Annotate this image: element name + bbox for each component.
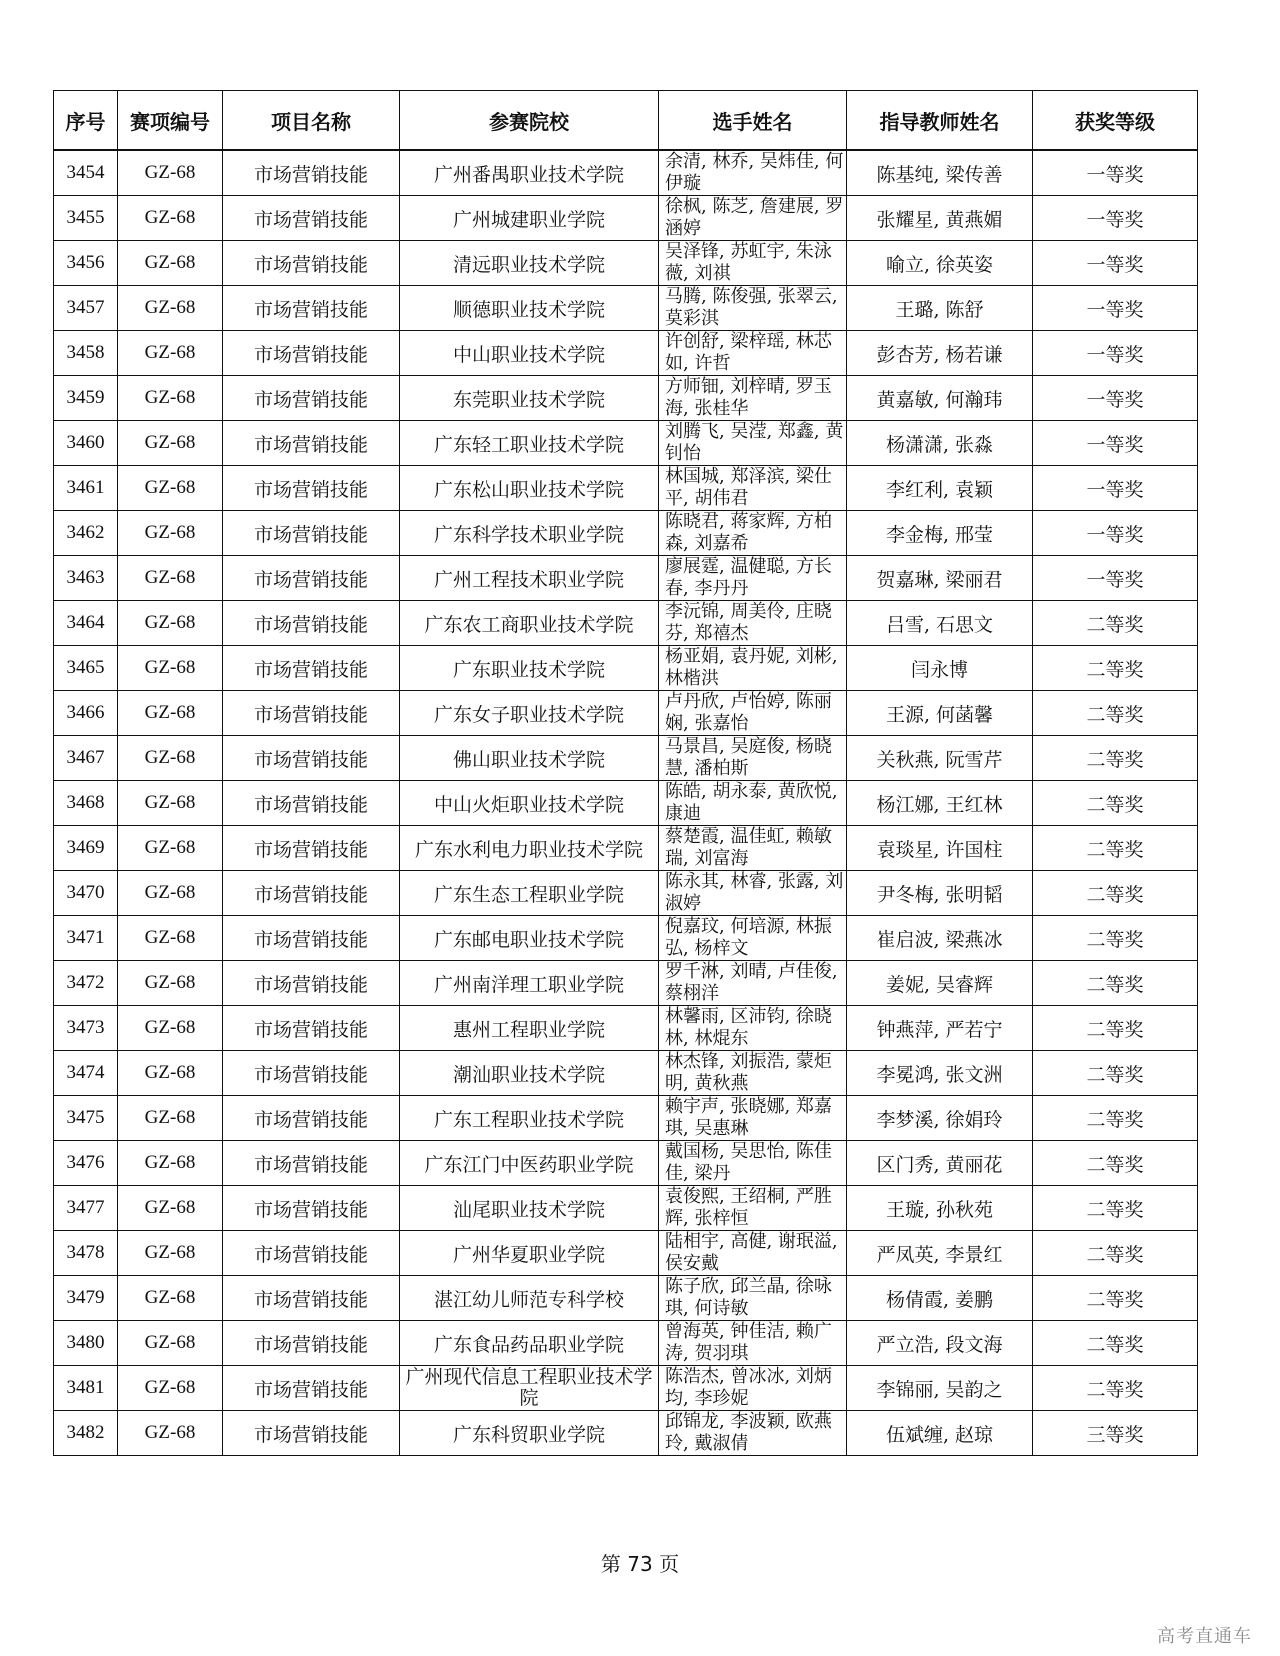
cell-school: 广东轻工职业技术学院 — [400, 421, 659, 466]
cell-award: 一等奖 — [1033, 421, 1198, 466]
cell-event-code: GZ-68 — [118, 241, 223, 286]
cell-serial-no: 3476 — [54, 1141, 118, 1186]
cell-students — [659, 1141, 847, 1186]
cell-event-code: GZ-68 — [118, 376, 223, 421]
cell-teachers: 吕雪, 石思文 — [847, 601, 1033, 646]
table-row — [54, 376, 1198, 421]
students-text: 罗千淋, 刘晴, 卢佳俊, 蔡栩洋 — [665, 961, 838, 1004]
cell-award: 二等奖 — [1033, 1366, 1198, 1411]
cell-students — [659, 1096, 847, 1141]
students-text: 林馨雨, 区沛钧, 徐晓林, 林焜东 — [665, 1006, 832, 1049]
cell-event-name: 市场营销技能 — [223, 1186, 400, 1231]
cell-event-name: 市场营销技能 — [223, 331, 400, 376]
table-row — [54, 1231, 1198, 1276]
table-row — [54, 601, 1198, 646]
cell-event-code: GZ-68 — [118, 826, 223, 871]
header-school: 参赛院校 — [400, 91, 659, 151]
cell-school: 广东食品药品职业学院 — [400, 1321, 659, 1366]
header-students: 选手姓名 — [659, 91, 847, 151]
cell-award: 二等奖 — [1033, 1006, 1198, 1051]
table-row — [54, 1276, 1198, 1321]
cell-school: 清远职业技术学院 — [400, 241, 659, 286]
students-text: 余清, 林乔, 吴炜佳, 何伊璇 — [665, 151, 844, 194]
header-event-name: 项目名称 — [223, 91, 400, 151]
students-text: 卢丹欣, 卢怡婷, 陈丽娴, 张嘉怡 — [665, 691, 832, 734]
students-text: 陈晓君, 蒋家辉, 方柏森, 刘嘉希 — [665, 511, 832, 554]
cell-award: 一等奖 — [1033, 556, 1198, 601]
students-text: 袁俊熙, 王绍桐, 严胜辉, 张梓恒 — [665, 1186, 832, 1229]
cell-students — [659, 1006, 847, 1051]
cell-event-name: 市场营销技能 — [223, 241, 400, 286]
cell-event-code: GZ-68 — [118, 1186, 223, 1231]
cell-event-code: GZ-68 — [118, 196, 223, 241]
students-text: 曾海英, 钟佳洁, 赖广涛, 贺羽琪 — [665, 1321, 832, 1364]
cell-school: 顺德职业技术学院 — [400, 286, 659, 331]
cell-award: 一等奖 — [1033, 376, 1198, 421]
cell-students — [659, 150, 847, 196]
cell-event-name: 市场营销技能 — [223, 150, 400, 196]
cell-students — [659, 421, 847, 466]
table-row — [54, 1141, 1198, 1186]
cell-event-name: 市场营销技能 — [223, 1051, 400, 1096]
table-header-row — [54, 91, 1198, 151]
cell-school: 惠州工程职业学院 — [400, 1006, 659, 1051]
students-text: 廖展霆, 温健聪, 方长春, 李丹丹 — [665, 556, 832, 599]
table-row — [54, 1186, 1198, 1231]
cell-award: 一等奖 — [1033, 241, 1198, 286]
cell-serial-no: 3460 — [54, 421, 118, 466]
cell-students — [659, 871, 847, 916]
students-text: 刘腾飞, 吴滢, 郑鑫, 黄钊怡 — [665, 421, 844, 464]
cell-students — [659, 331, 847, 376]
cell-school: 广东生态工程职业学院 — [400, 871, 659, 916]
cell-teachers: 区门秀, 黄丽花 — [847, 1141, 1033, 1186]
cell-students — [659, 241, 847, 286]
cell-teachers: 姜妮, 吴睿辉 — [847, 961, 1033, 1006]
cell-serial-no: 3479 — [54, 1276, 118, 1321]
cell-event-code: GZ-68 — [118, 556, 223, 601]
cell-serial-no: 3480 — [54, 1321, 118, 1366]
table-row — [54, 286, 1198, 331]
cell-teachers: 杨江娜, 王红林 — [847, 781, 1033, 826]
cell-serial-no: 3462 — [54, 511, 118, 556]
cell-students — [659, 1231, 847, 1276]
cell-students — [659, 466, 847, 511]
cell-serial-no: 3472 — [54, 961, 118, 1006]
cell-event-code: GZ-68 — [118, 1231, 223, 1276]
students-text: 陈皓, 胡永泰, 黄欣悦, 康迪 — [665, 781, 838, 824]
table-row — [54, 961, 1198, 1006]
cell-award: 一等奖 — [1033, 150, 1198, 196]
cell-event-code: GZ-68 — [118, 871, 223, 916]
cell-serial-no: 3456 — [54, 241, 118, 286]
cell-school: 广东邮电职业技术学院 — [400, 916, 659, 961]
cell-students — [659, 601, 847, 646]
cell-school: 广东科学技术职业学院 — [400, 511, 659, 556]
school-text: 广州现代信息工程职业技术学院 — [405, 1367, 653, 1409]
cell-school: 广东农工商职业技术学院 — [400, 601, 659, 646]
cell-school: 潮汕职业技术学院 — [400, 1051, 659, 1096]
cell-students — [659, 826, 847, 871]
cell-event-name: 市场营销技能 — [223, 511, 400, 556]
page-number: 第 73 页 — [600, 1552, 680, 1576]
cell-event-name: 市场营销技能 — [223, 1006, 400, 1051]
cell-award: 二等奖 — [1033, 871, 1198, 916]
cell-event-name: 市场营销技能 — [223, 466, 400, 511]
cell-teachers: 李锦丽, 吴韵之 — [847, 1366, 1033, 1411]
cell-teachers: 钟燕萍, 严若宁 — [847, 1006, 1033, 1051]
cell-students — [659, 556, 847, 601]
cell-event-code: GZ-68 — [118, 961, 223, 1006]
cell-event-code: GZ-68 — [118, 1006, 223, 1051]
cell-teachers: 彭杏芳, 杨若谦 — [847, 331, 1033, 376]
table-body — [54, 150, 1198, 1456]
cell-award: 二等奖 — [1033, 781, 1198, 826]
award-table — [53, 90, 1198, 1456]
cell-event-code: GZ-68 — [118, 646, 223, 691]
cell-event-code: GZ-68 — [118, 781, 223, 826]
header-award: 获奖等级 — [1033, 91, 1198, 151]
cell-serial-no: 3458 — [54, 331, 118, 376]
students-text: 吴泽锋, 苏虹宇, 朱泳薇, 刘祺 — [665, 241, 832, 284]
table-row — [54, 556, 1198, 601]
cell-students — [659, 1186, 847, 1231]
cell-award: 二等奖 — [1033, 916, 1198, 961]
table-row — [54, 826, 1198, 871]
cell-school: 广州番禺职业技术学院 — [400, 150, 659, 196]
table-row — [54, 421, 1198, 466]
table-row — [54, 1411, 1198, 1456]
cell-event-code: GZ-68 — [118, 421, 223, 466]
students-text: 林杰锋, 刘振浩, 蒙炬明, 黄秋燕 — [665, 1051, 832, 1094]
cell-serial-no: 3468 — [54, 781, 118, 826]
students-text: 方师钿, 刘梓晴, 罗玉海, 张桂华 — [665, 376, 832, 419]
header-teachers: 指导教师姓名 — [847, 91, 1033, 151]
students-text: 林国城, 郑泽滨, 梁仕平, 胡伟君 — [665, 466, 832, 509]
cell-event-code: GZ-68 — [118, 1321, 223, 1366]
cell-teachers: 杨倩霞, 姜鹏 — [847, 1276, 1033, 1321]
cell-event-code: GZ-68 — [118, 1366, 223, 1411]
cell-award: 一等奖 — [1033, 196, 1198, 241]
cell-serial-no: 3461 — [54, 466, 118, 511]
cell-teachers: 尹冬梅, 张明韬 — [847, 871, 1033, 916]
cell-teachers: 严立浩, 段文海 — [847, 1321, 1033, 1366]
cell-event-code: GZ-68 — [118, 1096, 223, 1141]
table-row — [54, 1006, 1198, 1051]
cell-teachers: 李红利, 袁颖 — [847, 466, 1033, 511]
table-row — [54, 196, 1198, 241]
table-row — [54, 1051, 1198, 1096]
cell-school: 中山火炬职业技术学院 — [400, 781, 659, 826]
cell-students — [659, 691, 847, 736]
students-text: 陈浩杰, 曾冰冰, 刘炳均, 李珍妮 — [665, 1366, 832, 1409]
cell-event-name: 市场营销技能 — [223, 781, 400, 826]
cell-serial-no: 3455 — [54, 196, 118, 241]
students-text: 许创舒, 梁梓瑶, 林芯如, 许哲 — [665, 331, 832, 374]
cell-school — [400, 1366, 659, 1411]
cell-event-code: GZ-68 — [118, 691, 223, 736]
table-row — [54, 1321, 1198, 1366]
cell-students — [659, 781, 847, 826]
cell-students — [659, 1321, 847, 1366]
watermark: 高考直通车 — [1157, 1626, 1252, 1647]
cell-teachers: 黄嘉敏, 何瀚玮 — [847, 376, 1033, 421]
header-event-code: 赛项编号 — [118, 91, 223, 151]
cell-teachers: 王璐, 陈舒 — [847, 286, 1033, 331]
cell-students — [659, 1366, 847, 1411]
cell-serial-no: 3471 — [54, 916, 118, 961]
students-text: 蔡楚霞, 温佳虹, 赖敏瑞, 刘富海 — [665, 826, 832, 869]
students-text: 徐枫, 陈芝, 詹建展, 罗涵婷 — [665, 196, 844, 239]
cell-school: 广州华夏职业学院 — [400, 1231, 659, 1276]
cell-students — [659, 646, 847, 691]
cell-event-name: 市场营销技能 — [223, 1276, 400, 1321]
cell-school: 湛江幼儿师范专科学校 — [400, 1276, 659, 1321]
cell-students — [659, 196, 847, 241]
cell-serial-no: 3473 — [54, 1006, 118, 1051]
cell-teachers: 严凤英, 李景红 — [847, 1231, 1033, 1276]
cell-event-name: 市场营销技能 — [223, 871, 400, 916]
cell-event-name: 市场营销技能 — [223, 961, 400, 1006]
cell-event-name: 市场营销技能 — [223, 1366, 400, 1411]
table-row — [54, 646, 1198, 691]
cell-teachers: 王源, 何菡馨 — [847, 691, 1033, 736]
cell-students — [659, 1276, 847, 1321]
cell-award: 二等奖 — [1033, 736, 1198, 781]
cell-serial-no: 3464 — [54, 601, 118, 646]
cell-award: 一等奖 — [1033, 331, 1198, 376]
header-serial-no: 序号 — [54, 91, 118, 151]
cell-school: 广东松山职业技术学院 — [400, 466, 659, 511]
cell-event-name: 市场营销技能 — [223, 601, 400, 646]
table-row — [54, 916, 1198, 961]
cell-students — [659, 961, 847, 1006]
cell-award: 三等奖 — [1033, 1411, 1198, 1456]
cell-teachers: 关秋燕, 阮雪芹 — [847, 736, 1033, 781]
cell-serial-no: 3457 — [54, 286, 118, 331]
cell-award: 二等奖 — [1033, 826, 1198, 871]
table-row — [54, 736, 1198, 781]
cell-teachers: 李金梅, 邢莹 — [847, 511, 1033, 556]
cell-event-name: 市场营销技能 — [223, 1321, 400, 1366]
table-row — [54, 871, 1198, 916]
cell-event-name: 市场营销技能 — [223, 421, 400, 466]
cell-event-name: 市场营销技能 — [223, 196, 400, 241]
cell-school: 广东江门中医药职业学院 — [400, 1141, 659, 1186]
cell-teachers: 崔启波, 梁燕冰 — [847, 916, 1033, 961]
cell-event-code: GZ-68 — [118, 331, 223, 376]
cell-serial-no: 3463 — [54, 556, 118, 601]
cell-award: 一等奖 — [1033, 466, 1198, 511]
cell-award: 二等奖 — [1033, 1231, 1198, 1276]
cell-event-code: GZ-68 — [118, 511, 223, 556]
cell-event-name: 市场营销技能 — [223, 556, 400, 601]
cell-event-code: GZ-68 — [118, 1051, 223, 1096]
cell-event-code: GZ-68 — [118, 1141, 223, 1186]
cell-serial-no: 3459 — [54, 376, 118, 421]
table-row — [54, 241, 1198, 286]
cell-teachers: 闫永博 — [847, 646, 1033, 691]
students-text: 倪嘉玟, 何培源, 林振弘, 杨梓文 — [665, 916, 832, 959]
cell-award: 一等奖 — [1033, 286, 1198, 331]
cell-teachers: 伍斌缠, 赵琼 — [847, 1411, 1033, 1456]
cell-teachers: 贺嘉琳, 梁丽君 — [847, 556, 1033, 601]
cell-award: 二等奖 — [1033, 1141, 1198, 1186]
cell-teachers: 袁琰星, 许国柱 — [847, 826, 1033, 871]
cell-event-code: GZ-68 — [118, 1276, 223, 1321]
cell-award: 二等奖 — [1033, 1276, 1198, 1321]
cell-award: 一等奖 — [1033, 511, 1198, 556]
cell-school: 广东女子职业技术学院 — [400, 691, 659, 736]
cell-event-name: 市场营销技能 — [223, 646, 400, 691]
cell-serial-no: 3466 — [54, 691, 118, 736]
cell-award: 二等奖 — [1033, 1051, 1198, 1096]
students-text: 马景昌, 吴庭俊, 杨晓慧, 潘柏斯 — [665, 736, 832, 779]
cell-event-code: GZ-68 — [118, 736, 223, 781]
cell-event-code: GZ-68 — [118, 150, 223, 196]
cell-teachers: 王璇, 孙秋苑 — [847, 1186, 1033, 1231]
cell-serial-no: 3469 — [54, 826, 118, 871]
table-row — [54, 691, 1198, 736]
cell-award: 二等奖 — [1033, 1321, 1198, 1366]
cell-students — [659, 376, 847, 421]
cell-award: 二等奖 — [1033, 1096, 1198, 1141]
cell-school: 广东科贸职业学院 — [400, 1411, 659, 1456]
cell-students — [659, 1411, 847, 1456]
cell-event-code: GZ-68 — [118, 466, 223, 511]
cell-serial-no: 3465 — [54, 646, 118, 691]
cell-event-name: 市场营销技能 — [223, 736, 400, 781]
cell-school: 广州工程技术职业学院 — [400, 556, 659, 601]
cell-serial-no: 3481 — [54, 1366, 118, 1411]
cell-award: 二等奖 — [1033, 961, 1198, 1006]
cell-event-name: 市场营销技能 — [223, 1231, 400, 1276]
table-row — [54, 150, 1198, 196]
cell-event-name: 市场营销技能 — [223, 691, 400, 736]
cell-teachers: 陈基纯, 梁传善 — [847, 150, 1033, 196]
table-row — [54, 331, 1198, 376]
cell-school: 佛山职业技术学院 — [400, 736, 659, 781]
cell-teachers: 张耀星, 黄燕媚 — [847, 196, 1033, 241]
cell-serial-no: 3467 — [54, 736, 118, 781]
cell-students — [659, 916, 847, 961]
students-text: 陆相宇, 高健, 谢珉溢, 侯安戴 — [665, 1231, 838, 1274]
table-row — [54, 1096, 1198, 1141]
students-text: 陈永其, 林睿, 张露, 刘淑婷 — [665, 871, 844, 914]
cell-school: 广东工程职业技术学院 — [400, 1096, 659, 1141]
cell-teachers: 李梦溪, 徐娟玲 — [847, 1096, 1033, 1141]
students-text: 赖宇声, 张晓娜, 郑嘉琪, 吴惠琳 — [665, 1096, 832, 1139]
students-text: 邱锦龙, 李波颖, 欧燕玲, 戴淑倩 — [665, 1411, 832, 1454]
students-text: 陈子欣, 邱兰晶, 徐咏琪, 何诗敏 — [665, 1276, 832, 1319]
cell-award: 二等奖 — [1033, 601, 1198, 646]
cell-event-name: 市场营销技能 — [223, 376, 400, 421]
cell-school: 东莞职业技术学院 — [400, 376, 659, 421]
cell-school: 广东水利电力职业技术学院 — [400, 826, 659, 871]
cell-event-name: 市场营销技能 — [223, 1411, 400, 1456]
cell-award: 二等奖 — [1033, 1186, 1198, 1231]
cell-serial-no: 3477 — [54, 1186, 118, 1231]
cell-event-name: 市场营销技能 — [223, 286, 400, 331]
cell-teachers: 杨潇潇, 张淼 — [847, 421, 1033, 466]
table-row — [54, 781, 1198, 826]
cell-students — [659, 286, 847, 331]
cell-serial-no: 3482 — [54, 1411, 118, 1456]
cell-students — [659, 736, 847, 781]
cell-school: 广州城建职业学院 — [400, 196, 659, 241]
table-row — [54, 511, 1198, 556]
cell-serial-no: 3474 — [54, 1051, 118, 1096]
cell-teachers: 喻立, 徐英姿 — [847, 241, 1033, 286]
students-text: 杨亚娟, 袁丹妮, 刘彬, 林楷洪 — [665, 646, 838, 689]
cell-teachers: 李冕鸿, 张文洲 — [847, 1051, 1033, 1096]
table-row — [54, 466, 1198, 511]
cell-school: 广东职业技术学院 — [400, 646, 659, 691]
cell-serial-no: 3470 — [54, 871, 118, 916]
cell-event-name: 市场营销技能 — [223, 1141, 400, 1186]
cell-school: 广州南洋理工职业学院 — [400, 961, 659, 1006]
students-text: 马腾, 陈俊强, 张翠云, 莫彩淇 — [665, 286, 838, 329]
cell-event-name: 市场营销技能 — [223, 916, 400, 961]
cell-serial-no: 3478 — [54, 1231, 118, 1276]
cell-event-code: GZ-68 — [118, 601, 223, 646]
cell-school: 中山职业技术学院 — [400, 331, 659, 376]
cell-school: 汕尾职业技术学院 — [400, 1186, 659, 1231]
cell-students — [659, 1051, 847, 1096]
students-text: 戴国杨, 吴思怡, 陈佳佳, 梁丹 — [665, 1141, 832, 1184]
students-text: 李沅锦, 周美伶, 庄晓芬, 郑禧杰 — [665, 601, 832, 644]
cell-serial-no: 3475 — [54, 1096, 118, 1141]
cell-event-name: 市场营销技能 — [223, 1096, 400, 1141]
cell-award: 二等奖 — [1033, 646, 1198, 691]
cell-students — [659, 511, 847, 556]
cell-serial-no: 3454 — [54, 150, 118, 196]
cell-event-name: 市场营销技能 — [223, 826, 400, 871]
table-row — [54, 1366, 1198, 1411]
cell-event-code: GZ-68 — [118, 286, 223, 331]
cell-event-code: GZ-68 — [118, 916, 223, 961]
cell-award: 二等奖 — [1033, 691, 1198, 736]
cell-event-code: GZ-68 — [118, 1411, 223, 1456]
